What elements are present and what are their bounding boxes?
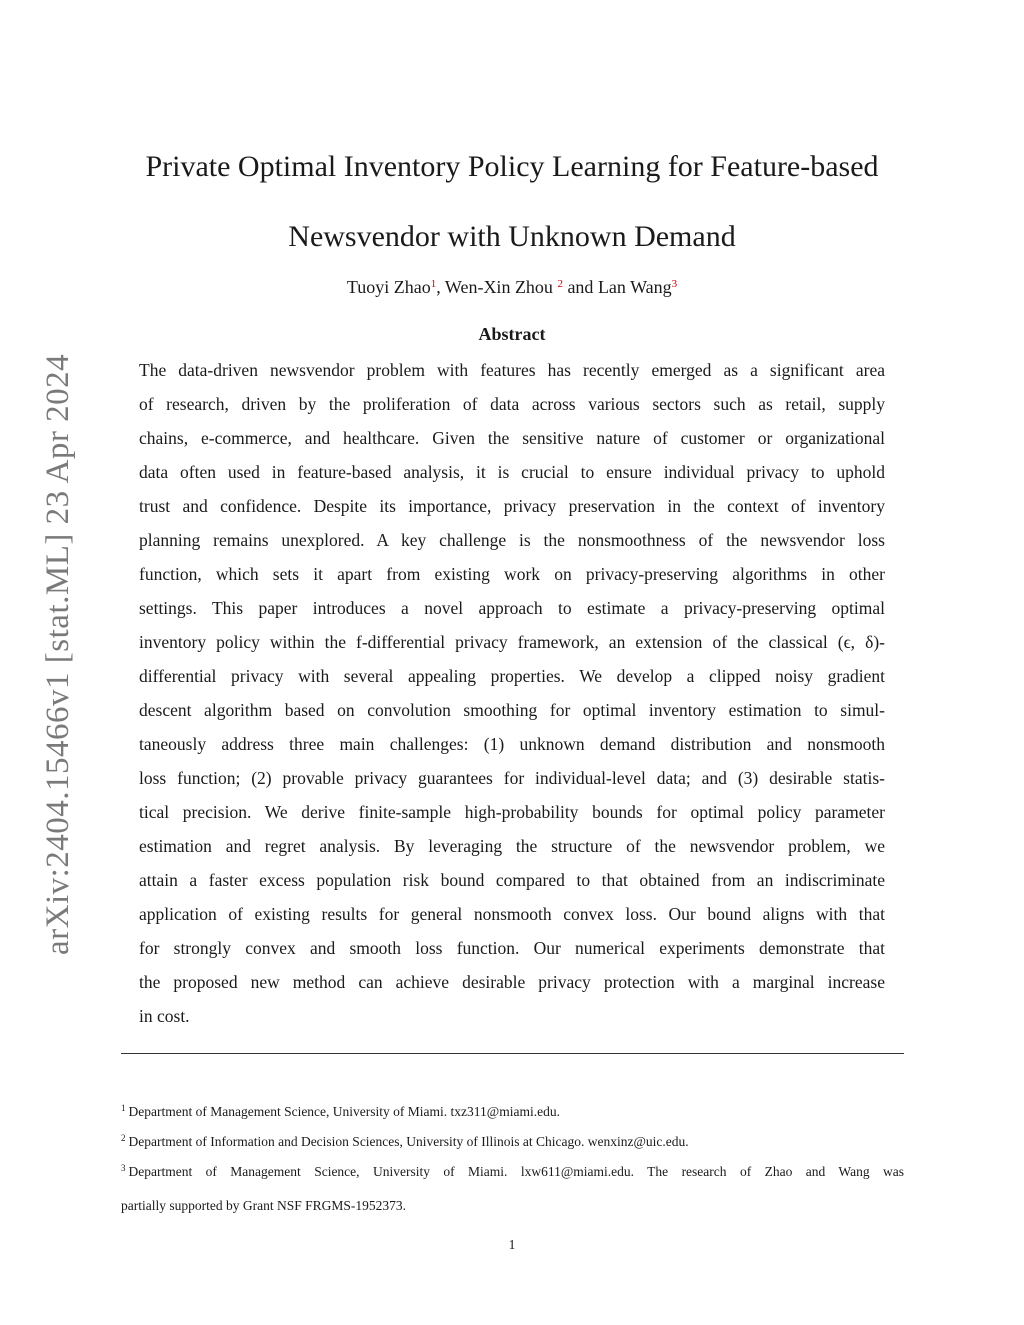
abstract-line: of research, driven by the proliferation of data across various sectors such as retail, supply: [139, 394, 885, 414]
author-name: Wen-Xin Zhou: [444, 277, 558, 297]
author-name: Tuoyi Zhao: [346, 277, 431, 297]
abstract-line: settings. This paper introduces a novel approach to estimate a privacy-preserving optimal: [139, 598, 885, 618]
author-separator: and: [562, 277, 598, 297]
abstract-heading: Abstract: [478, 324, 546, 344]
footnote-line: partially supported by Grant NSF FRGMS-1952373.: [121, 1198, 406, 1213]
abstract-line: chains, e-commerce, and healthcare. Given the sensitive nature of customer or organizational: [139, 428, 885, 448]
affiliation-mark[interactable]: 1: [430, 278, 437, 290]
abstract-text: [139, 353, 885, 1033]
footnote-line: [121, 1151, 904, 1189]
arxiv-identifier-stamp: arXiv:2404.15466v1 [stat.ML] 23 Apr 2024: [40, 353, 76, 955]
footnote-mark: 1: [121, 1103, 126, 1113]
abstract-line: attain a faster excess population risk bound compared to that obtained from an indiscriminate: [139, 870, 885, 890]
author-separator: ,: [436, 277, 445, 297]
footnote-text: Department of Management Science, University of Miami. lxw611@miami.edu. The research of Zhao and Wang was: [128, 1164, 904, 1179]
affiliation-mark[interactable]: 3: [671, 278, 678, 290]
author-list: [100, 277, 924, 298]
abstract-line: taneously address three main challenges: (1) unknown demand distribution and nonsmooth: [139, 734, 885, 754]
page-number: 1: [508, 1237, 516, 1252]
abstract-line: in cost.: [139, 1006, 190, 1026]
footnote-divider: [121, 1053, 904, 1054]
footnote-mark: 3: [121, 1163, 126, 1173]
abstract-line: tical precision. We derive finite-sample high-probability bounds for optimal policy parameter: [139, 802, 885, 822]
abstract-line: application of existing results for general nonsmooth convex loss. Our bound aligns with that: [139, 904, 885, 924]
abstract-line: trust and confidence. Despite its importance, privacy preservation in the context of inventory: [139, 496, 885, 516]
abstract-line: loss function; (2) provable privacy guarantees for individual-level data; and (3) desirable statis-: [139, 768, 885, 788]
footnote-mark: 2: [121, 1133, 126, 1143]
footnote-text: Department of Management Science, University of Miami. txz311@miami.edu.: [128, 1104, 560, 1119]
abstract-line: inventory policy within the f-differential privacy framework, an extension of the classical (ϵ, δ)-: [139, 632, 885, 652]
footnote-text: Department of Information and Decision Sciences, University of Illinois at Chicago. wenxinz@uic.edu.: [128, 1134, 689, 1149]
abstract-line: The data-driven newsvendor problem with features has recently emerged as a significant area: [139, 360, 885, 380]
affiliation-mark[interactable]: 2: [557, 278, 563, 290]
abstract-line: descent algorithm based on convolution smoothing for optimal inventory estimation to simul-: [139, 700, 885, 720]
paper-title-line-2: Newsvendor with Unknown Demand: [288, 220, 736, 253]
abstract-line: planning remains unexplored. A key challenge is the nonsmoothness of the newsvendor loss: [139, 530, 885, 550]
abstract-line: differential privacy with several appealing properties. We develop a clipped noisy gradient: [139, 666, 885, 686]
paper-title-line-1: Private Optimal Inventory Policy Learning for Feature-based: [145, 150, 879, 183]
footnote-3: [121, 1151, 911, 1223]
abstract-line: estimation and regret analysis. By leveraging the structure of the newsvendor problem, we: [139, 836, 885, 856]
abstract-line: the proposed new method can achieve desirable privacy protection with a marginal increase: [139, 972, 885, 992]
abstract-line: data often used in feature-based analysis, it is crucial to ensure individual privacy to uphold: [139, 462, 885, 482]
abstract-line: function, which sets it apart from existing work on privacy-preserving algorithms in other: [139, 564, 885, 584]
abstract-line: for strongly convex and smooth loss function. Our numerical experiments demonstrate that: [139, 938, 885, 958]
author-name: Lan Wang: [597, 277, 672, 297]
